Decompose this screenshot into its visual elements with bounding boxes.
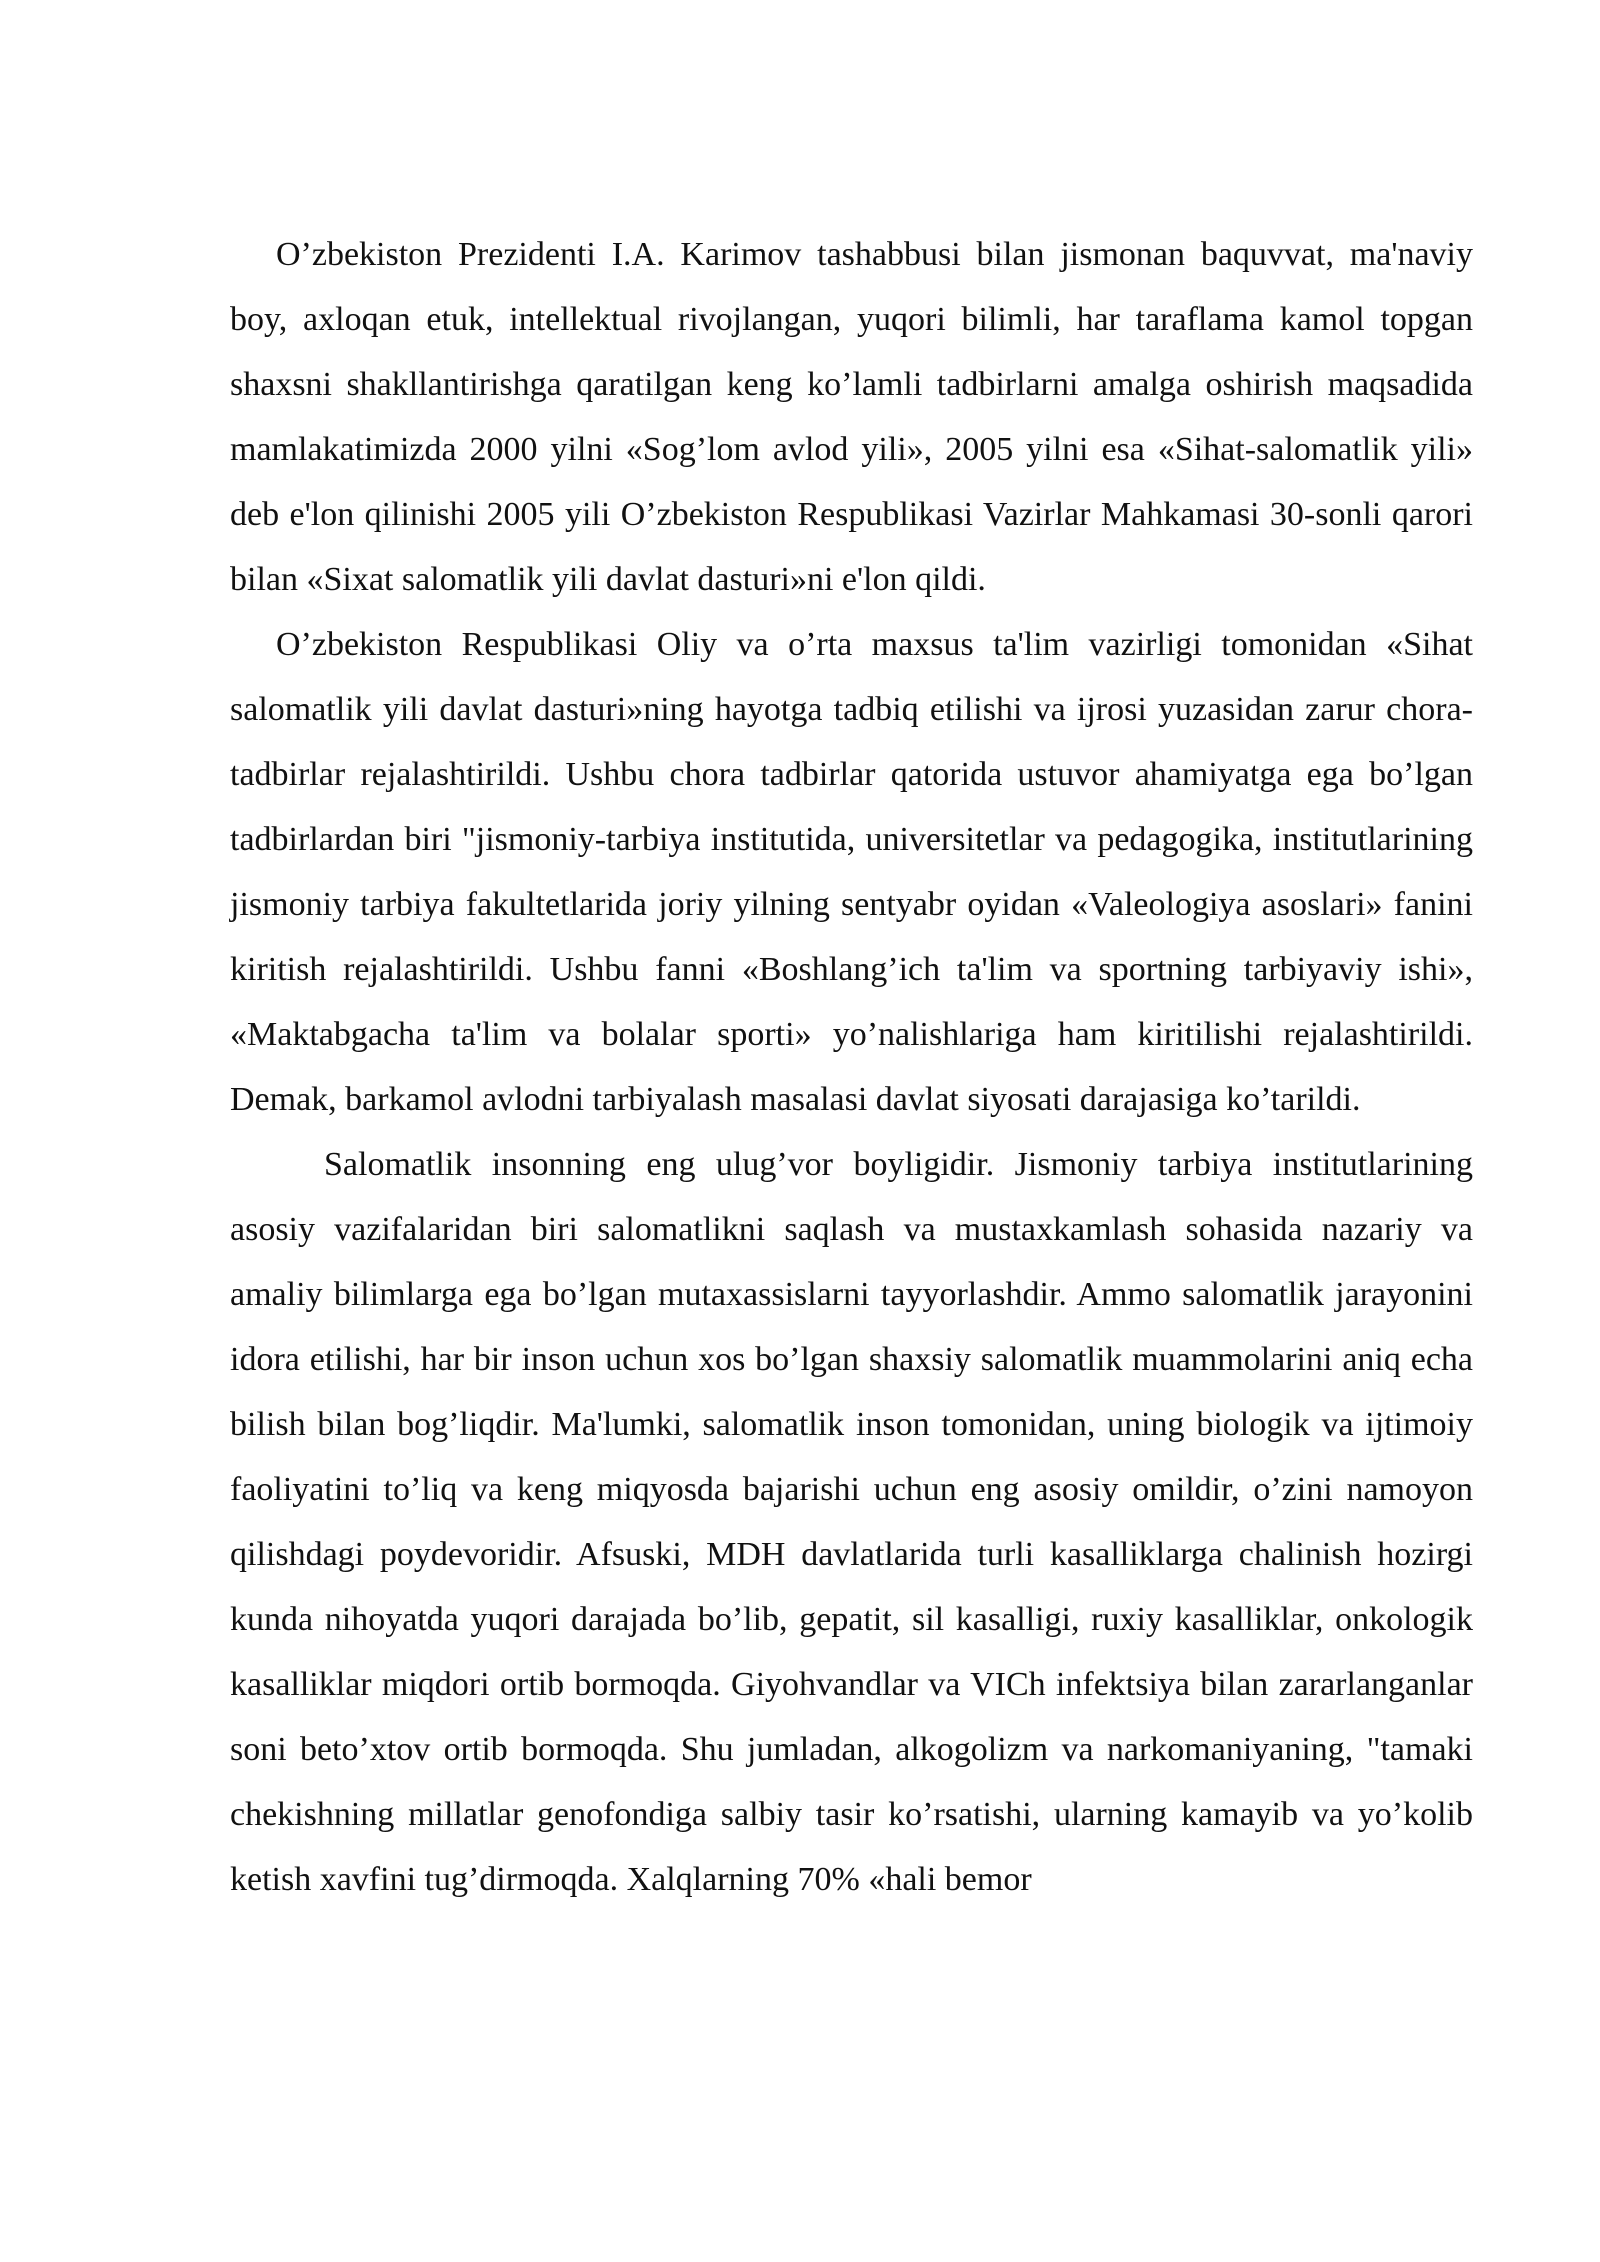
paragraph-3: Salomatlik insonning eng ulug’vor boyligidir. Jismoniy tarbiya institutlarining asosiy vazifalaridan biri salomatlikni saqlash va mustaxkamlash sohasida nazariy va amaliy bilimlarga ega bo’lgan mutaxassislarni tayyorlashdir. Ammo salomatlik jarayonini idora etilishi, har bir inson uchun xos bo’lgan shaxsiy salomatlik muammolarini aniq echa bilish bilan bog’liqdir. Ma'lumki, salomatlik inson tomonidan, uning biologik va ijtimoiy faoliyatini to’liq va keng miqyosda bajarishi uchun eng asosiy omildir, o’zini namoyon qilishdagi poydevoridir. Afsuski, MDH davlatlarida turli kasalliklarga chalinish hozirgi kunda nihoyatda yuqori darajada bo’lib, gepatit, sil kasalligi, ruxiy kasalliklar, onkologik kasalliklar miqdori ortib bormoqda. Giyohvandlar va VICh infektsiya bilan zararlanganlar soni beto’xtov ortib bormoqda. Shu jumladan, alkogolizm va narkomaniyaning, "tamaki chekishning millatlar genofondiga salbiy tasir ko’rsatishi, ularning kamayib va yo’kolib ketish xavfini tug’dirmoqda. Xalqlarning 70% «hali bemor	[230, 1146, 1473, 1898]
paragraph-1: O’zbekiston Prezidenti I.A. Karimov tashabbusi bilan jismonan baquvvat, ma'naviy boy, axloqan etuk, intellektual rivojlangan, yuqori bilimli, har taraflama kamol topgan shaxsni shakllantirishga qaratilgan keng ko’lamli tadbirlarni amalga oshirish maqsadida mamlakatimizda 2000 yilni «Sog’lom avlod yili», 2005 yilni esa «Sihat-salomatlik yili» deb e'lon qilinishi 2005 yili O’zbekiston Respublikasi Vazirlar Mahkamasi 30-sonli qarori bilan «Sixat salomatlik yili davlat dasturi»ni e'lon qildi.	[230, 236, 1473, 598]
document-page	[230, 222, 1473, 1912]
paragraph-2: O’zbekiston Respublikasi Oliy va o’rta maxsus ta'lim vazirligi tomonidan «Sihat salomatlik yili davlat dasturi»ning hayotga tadbiq etilishi va ijrosi yuzasidan zarur chora-tadbirlar rejalashtirildi. Ushbu chora tadbirlar qatorida ustuvor ahamiyatga ega bo’lgan tadbirlardan biri "jismoniy-tarbiya institutida, universitetlar va pedagogika, institutlarining jismoniy tarbiya fakultetlarida joriy yilning sentyabr oyidan «Valeologiya asoslari» fanini kiritish rejalashtirildi. Ushbu fanni «Boshlang’ich ta'lim va sportning tarbiyaviy ishi», «Maktabgacha ta'lim va bolalar sporti» yo’nalishlariga ham kiritilishi rejalashtirildi. Demak, barkamol avlodni tarbiyalash masalasi davlat siyosati darajasiga ko’tarildi.	[230, 626, 1473, 1118]
